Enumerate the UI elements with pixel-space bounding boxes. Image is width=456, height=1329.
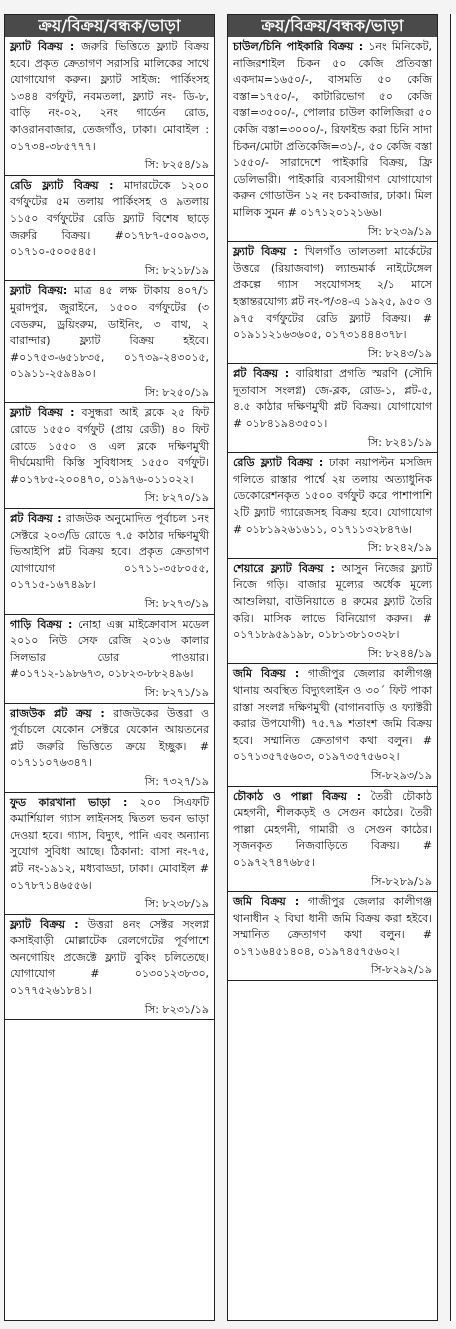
ad-body: জরুরি ভিত্তিতে ফ্ল্যাট বিক্রয় হবে। প্রকৃত ক্রেতাগণ সরাসরি মালিকের সাথে যোগাযোগ করুন। ফ্ল্যাট সাইজ: পার্কিংসহ ১৩৪৪ বর্গফুট, নবমতলা, ফ্ল্যাট নং- ডি-৮, বাড়ি নং-০২, ২নং গার্ডেন রোড, কাওরানবাজার, তেজগাঁও, ঢাকা। মোবাইল : ০১৭৩৪-৩৮৫৭৭৭। (10, 40, 209, 153)
ad-reference-code: সি: ৮২৪৪/১৯ (367, 646, 432, 660)
ad-text (10, 706, 209, 772)
ad-text (233, 789, 432, 872)
ad-text (10, 283, 209, 383)
ad-title: রাজউক প্লট ক্রয় : (10, 706, 105, 720)
classified-ad (5, 509, 214, 615)
ad-text (10, 39, 209, 155)
ad-reference-code: সি: ৮২১৮/১৯ (144, 263, 209, 277)
classified-ad (5, 704, 214, 793)
ad-title: চাউল/চিনি পাইকারি বিক্রয় : (233, 40, 364, 53)
ad-body: বারিধারা প্রগতি স্মরণি (সৌদি দূতাবাস সংলগ্ন) জে-ব্লক, রোড-১, প্লট-৫, ৪.৫ কাঠার দক্ষিণমুখী প্লট বিক্রয়। যোগাযোগ # ০১৮৪১৯৪৩৫০১। (233, 367, 432, 431)
classified-ad (228, 37, 437, 242)
ad-title: শেয়ারে ফ্ল্যাট বিক্রয় : (233, 561, 335, 575)
ad-title: ফুড কারখানা ভাড়া : (10, 795, 128, 809)
classified-ad (5, 176, 214, 282)
ad-text (10, 405, 209, 488)
adjacent-column-edge (450, 14, 456, 1321)
classified-ad (228, 453, 437, 559)
ad-reference-code: সি-৮২৯২/১৯ (371, 963, 432, 977)
ad-body: মাদারটেকে ১২০০ বর্গফুটের ৫ম তলায় পার্কিংসহ ও ৯তলায় ১১৫০ বর্গফুটের রেডি ফ্ল্যাট বিশেষ ছাড়ে জরুরি বিক্রয়। #০১৭৮৭-৫০০৯৩৩, ০১৭১০-৫০০৫৪৫। (10, 178, 210, 259)
ad-title: প্লট বিক্রয় : (10, 512, 62, 526)
ad-text (10, 178, 209, 261)
ad-text (233, 561, 432, 644)
ad-body: গাজীপুর জেলার কালীগঞ্জ থানাধীন ২ বিঘা ধানী জমি বিক্রয় করা হইবে। সম্মানিত ক্রেতাগণ কথা বলুন। # ০১৭১৬৪৫১৪০৪, ০১৯৭৪৫৭৫৬০২। (233, 895, 432, 958)
ad-text (233, 366, 432, 432)
classifieds-column-right (227, 14, 438, 1321)
ad-body: গাজীপুর জেলার কালীগঞ্জ থানায় অবস্থিত বিদ্যুৎলাইন ও ৩০´ ফিট পাকা রাস্তা সংলগ্ন দক্ষিণমুখী (বাগানবাড়ি ও ফ্যাক্টরী করার উপযোগী) ৭৫.৭৯ শতাংশ জমি বিক্রয় হবে। সম্মানিত ক্রেতাগণ কথা বলুন। # ০১৭১৩৫৭৫৬০৩, ০১৯৭৩৫৭৫৬০২। (233, 667, 432, 764)
ad-title: প্লট বিক্রয় : (233, 367, 290, 381)
classified-ad (5, 281, 214, 403)
ad-body: তৈরী চৌকাঠ মেহগনী, শীলকড়ই ও সেগুন কাঠের। তৈরী পাল্লা মেহগনী, গামারী ও সেগুন কাঠের। সৃজনকৃত নিজবাড়িতে বিক্রয়। # ০১৯৭২৭৪৭৬৮৫। (233, 789, 432, 869)
ad-title: ফ্ল্যাট বিক্রয় : (233, 245, 298, 259)
classified-ad (5, 37, 214, 176)
ad-reference-code: সি: ৮২৪৩/১৯ (367, 346, 432, 360)
column-header: ক্রয়/বিক্রয়/বন্ধক/ভাড়া (228, 15, 437, 37)
ad-body: নোহা এক্স মাইক্রোবাস মডেল ২০১০ নিউ সেফ রেজি ২০১৬ কালার সিলভার ডোর পাওয়ার। #০১৭১২-১৯৮৬৭৩, ০১৮২৩-৮৮২৪৯৬। (10, 617, 209, 681)
ad-list (5, 37, 214, 1020)
classified-ad (5, 615, 214, 704)
ad-reference-code: সি: ৮২৩৮/১৯ (144, 897, 209, 911)
classified-ad (5, 915, 214, 1021)
ad-text (233, 244, 432, 344)
ad-reference-code: সি: ৮২৪১/১৯ (367, 435, 432, 449)
ad-title: জমি বিক্রয় : (233, 895, 300, 909)
ad-text (233, 455, 432, 538)
ad-text (10, 795, 209, 895)
ad-title: রেডি ফ্ল্যাট বিক্রয় : (233, 456, 324, 470)
ad-list (228, 37, 437, 981)
ad-body: ২০০ সিএফটি কমার্শিয়াল গ্যাস লাইনসহ দ্বিতল ভবন ভাড়া দেওয়া হবে। গ্যাস, বিদ্যুৎ, পানি এবং অন্যান্য সুযোগ সুবিধা আছে। ঠিকানা: বাসা নং-৭৫, প্লট নং-১৯১২, মধ্যবাড্ডা, ঢাকা। মোবাইল # ০১৭৮৭১৪৬৫৫৬। (10, 795, 209, 892)
ad-reference-code: সি: ৮২৩১/১৯ (144, 1002, 209, 1016)
ad-title: ফ্ল্যাট বিক্রয়: (10, 284, 68, 298)
ad-text (10, 917, 209, 1000)
ad-title: চৌকাঠ ও পাল্লা বিক্রয় : (233, 789, 362, 803)
ad-body: মাত্র ৪৫ লক্ষ টাকায় ৪০৭/১ মুরাদপুর, জুরাইনে, ১৫০০ বর্গফুটের (৩ বেডরুম, ড্রয়িংরুম, ডাইনিং, ৩ বাথ, ২ বারান্দার) ফ্ল্যাট বিক্রয় হইবে। #০১৭৫৩-৬৫১৮৩৫, ০১৭৩৯-২৪৩০১৫, ০১৯১১-২৫৯৪৯০। (10, 284, 209, 381)
ad-reference-code: সি: ৮২৫০/১৯ (144, 385, 209, 399)
ad-body: ১নং মিনিকেট, নাজিরশাইল চিকন ৫০ কেজি প্রতিবস্তা একদাম=১৬৫০/-, বাসমতি ৫০ কেজি বস্তা=১৭৫০/-, কাটারিভোগ ৫০ কেজি বস্তা=৩৫০০/-, পোলার চাউল কালিজিরা ৫০ কেজি বস্তা=৩০০০/-, রিফাইন্ড করা চিনি সাদা চিকন/মোটা প্রতিকেজি=৩১/-, ৫০ কেজি বস্তা ১৫৫০/- সারাদেশে পাইকারি বিক্রয়, ফ্রি ডেলিভারী। পাইকারি ব্যবসায়ীগণ যোগাযোগ করুন গোডাউন ১২ নং চকবাজার, ঢাকা। মিল মালিক সুমন # ০১৭১২০১২১৬৬। (233, 40, 433, 219)
ad-body: ঢাকা নয়াপল্টন মসজিদ গলিতে রাস্তার পার্শ্বে ২য় তলায় অত্যাধুনিক ডেকোরেশনকৃত ১৫০০ বর্গফুট করে পাশাপাশি ২টি ফ্ল্যাট গ্যারেজসহ বিক্রয় হবে। যোগাযোগ # ০১৮১৯২৬১৬১১, ০১৭১১৩২৮৪৭৬। (233, 456, 432, 536)
classifieds-column-left (4, 14, 215, 1321)
ad-title: ফ্ল্যাট বিক্রয় : (10, 917, 79, 931)
ad-reference-code: সি: ৮২৫৪/১৯ (144, 158, 209, 172)
ad-text (10, 511, 209, 594)
ad-text (233, 894, 432, 960)
classified-ad (228, 892, 437, 981)
column-header: ক্রয়/বিক্রয়/বন্ধক/ভাড়া (5, 15, 214, 37)
classified-ad (228, 242, 437, 364)
ad-text (233, 39, 432, 222)
ad-body: আসুন নিজের ফ্ল্যাট নিজে গড়ি। বাজার মূল্যের অর্ধেক মূল্যে আশুলিয়া, বাউনিয়াতে ৪ রুমের ফ্ল্যাট তৈরি করি। মাসিক লাভে বিনিয়োগ করুন। # ০১৭১৮৯৫৯১৯৮, ০১৮১৩৮১০৩২৮। (233, 561, 432, 642)
ad-body: উত্তরা ৪নং সেক্টর সংলগ্ন কসাইবাড়ী মোল্লাটেক রেলগেটের পূর্বপাশে অনগোয়িং প্রজেক্টে ফ্ল্যাট বুকিং চলিতেছে। যোগাযোগ # ০১৩০১২৩৮৩০, ০১৭৭৫২৬১৮৪১। (10, 917, 209, 998)
ad-title: গাড়ি বিক্রয় : (10, 617, 73, 631)
classified-ad (228, 559, 437, 665)
ad-reference-code: সি: ৮২৭০/১৯ (144, 491, 209, 505)
ad-reference-code: সি-৮২৯৩/১৯ (371, 768, 432, 782)
ad-text (10, 617, 209, 683)
ad-title: ফ্ল্যাট বিক্রয় : (10, 406, 75, 420)
ad-body: রাজউক অনুমোদিত পূর্বাচল ১নং সেক্টরে ২০৩/ডি রোডে ৭.৫ কাঠার দক্ষিণমুখী ভিআইপি প্লট বিক্রয় হবে। প্রকৃত ক্রেতাগণ যোগাযোগ ০১৭১১-৩৫৮০৫৫, ০১৭১৫-১৬৭৪৯৮। (10, 512, 209, 592)
ad-reference-code: সি: ৮২৭১/১৯ (144, 685, 209, 699)
ad-title: জমি বিক্রয় : (233, 667, 300, 681)
ad-text (233, 666, 432, 766)
ad-title: রেডি ফ্ল্যাট বিক্রয় : (10, 178, 114, 192)
ad-reference-code: সি: ৮২৪২/১৯ (367, 541, 432, 555)
ad-body: খিলগাঁও তালতলা মার্কেটের উত্তরে (রিয়াজবাগ) ল্যান্ডমার্ক নাইটেঙ্গেল প্রকল্পে গ্যাস সংযোগসহ ২/১ মাসে হস্তান্তরযোগ্য প্লট নং-প/৩৪-এ ১৯২৫, ৯৫০ ও ৯৭৫ বর্গফুটের রেডি ফ্ল্যাট বিক্রয়। # ০১৯১১২১৬৩৬০৫, ০১৭৩১৪৪৪৩৭৮। (233, 245, 432, 342)
classified-ad (228, 664, 437, 786)
ad-body: বসুন্ধরা আই ব্লকে ২৫ ফিট রোডে ১৫৫০ বর্গফুট (প্রায় রেডী) ৪০ ফিট রোডে ১৫৫০ ও এল ব্লকে দক্ষিণমুখী দীর্ঘমেয়াদী কিস্তি সুবিধাসহ ১৫৫০ বর্গফুট। #০১৭৮৫-২০০৪৭০, ০১৯৭৬-০১১০২২। (10, 406, 209, 486)
classified-ad (5, 793, 214, 915)
ad-title: ফ্ল্যাট বিক্রয় : (10, 40, 75, 53)
ad-reference-code: সি-৮২৮৯/১৯ (371, 874, 432, 888)
ad-reference-code: সি: ৮২৭৩/১৯ (144, 597, 209, 610)
ad-body: রাজউকের উত্তরা ও পূর্বাচলে যেকোন সেক্টরে যেকোন আয়তনের প্লট জরুরি ভিত্তিতে ক্রয়ে ইচ্ছুক। # ০১৭১১০৭৬৩৪৭। (10, 706, 209, 770)
ad-reference-code: সি: ৭৩২৭/১৯ (144, 774, 209, 788)
classified-ad (228, 364, 437, 453)
ad-reference-code: সি: ৮২৩৯/১৯ (367, 224, 432, 238)
classified-ad (228, 787, 437, 893)
classified-ad (5, 403, 214, 509)
